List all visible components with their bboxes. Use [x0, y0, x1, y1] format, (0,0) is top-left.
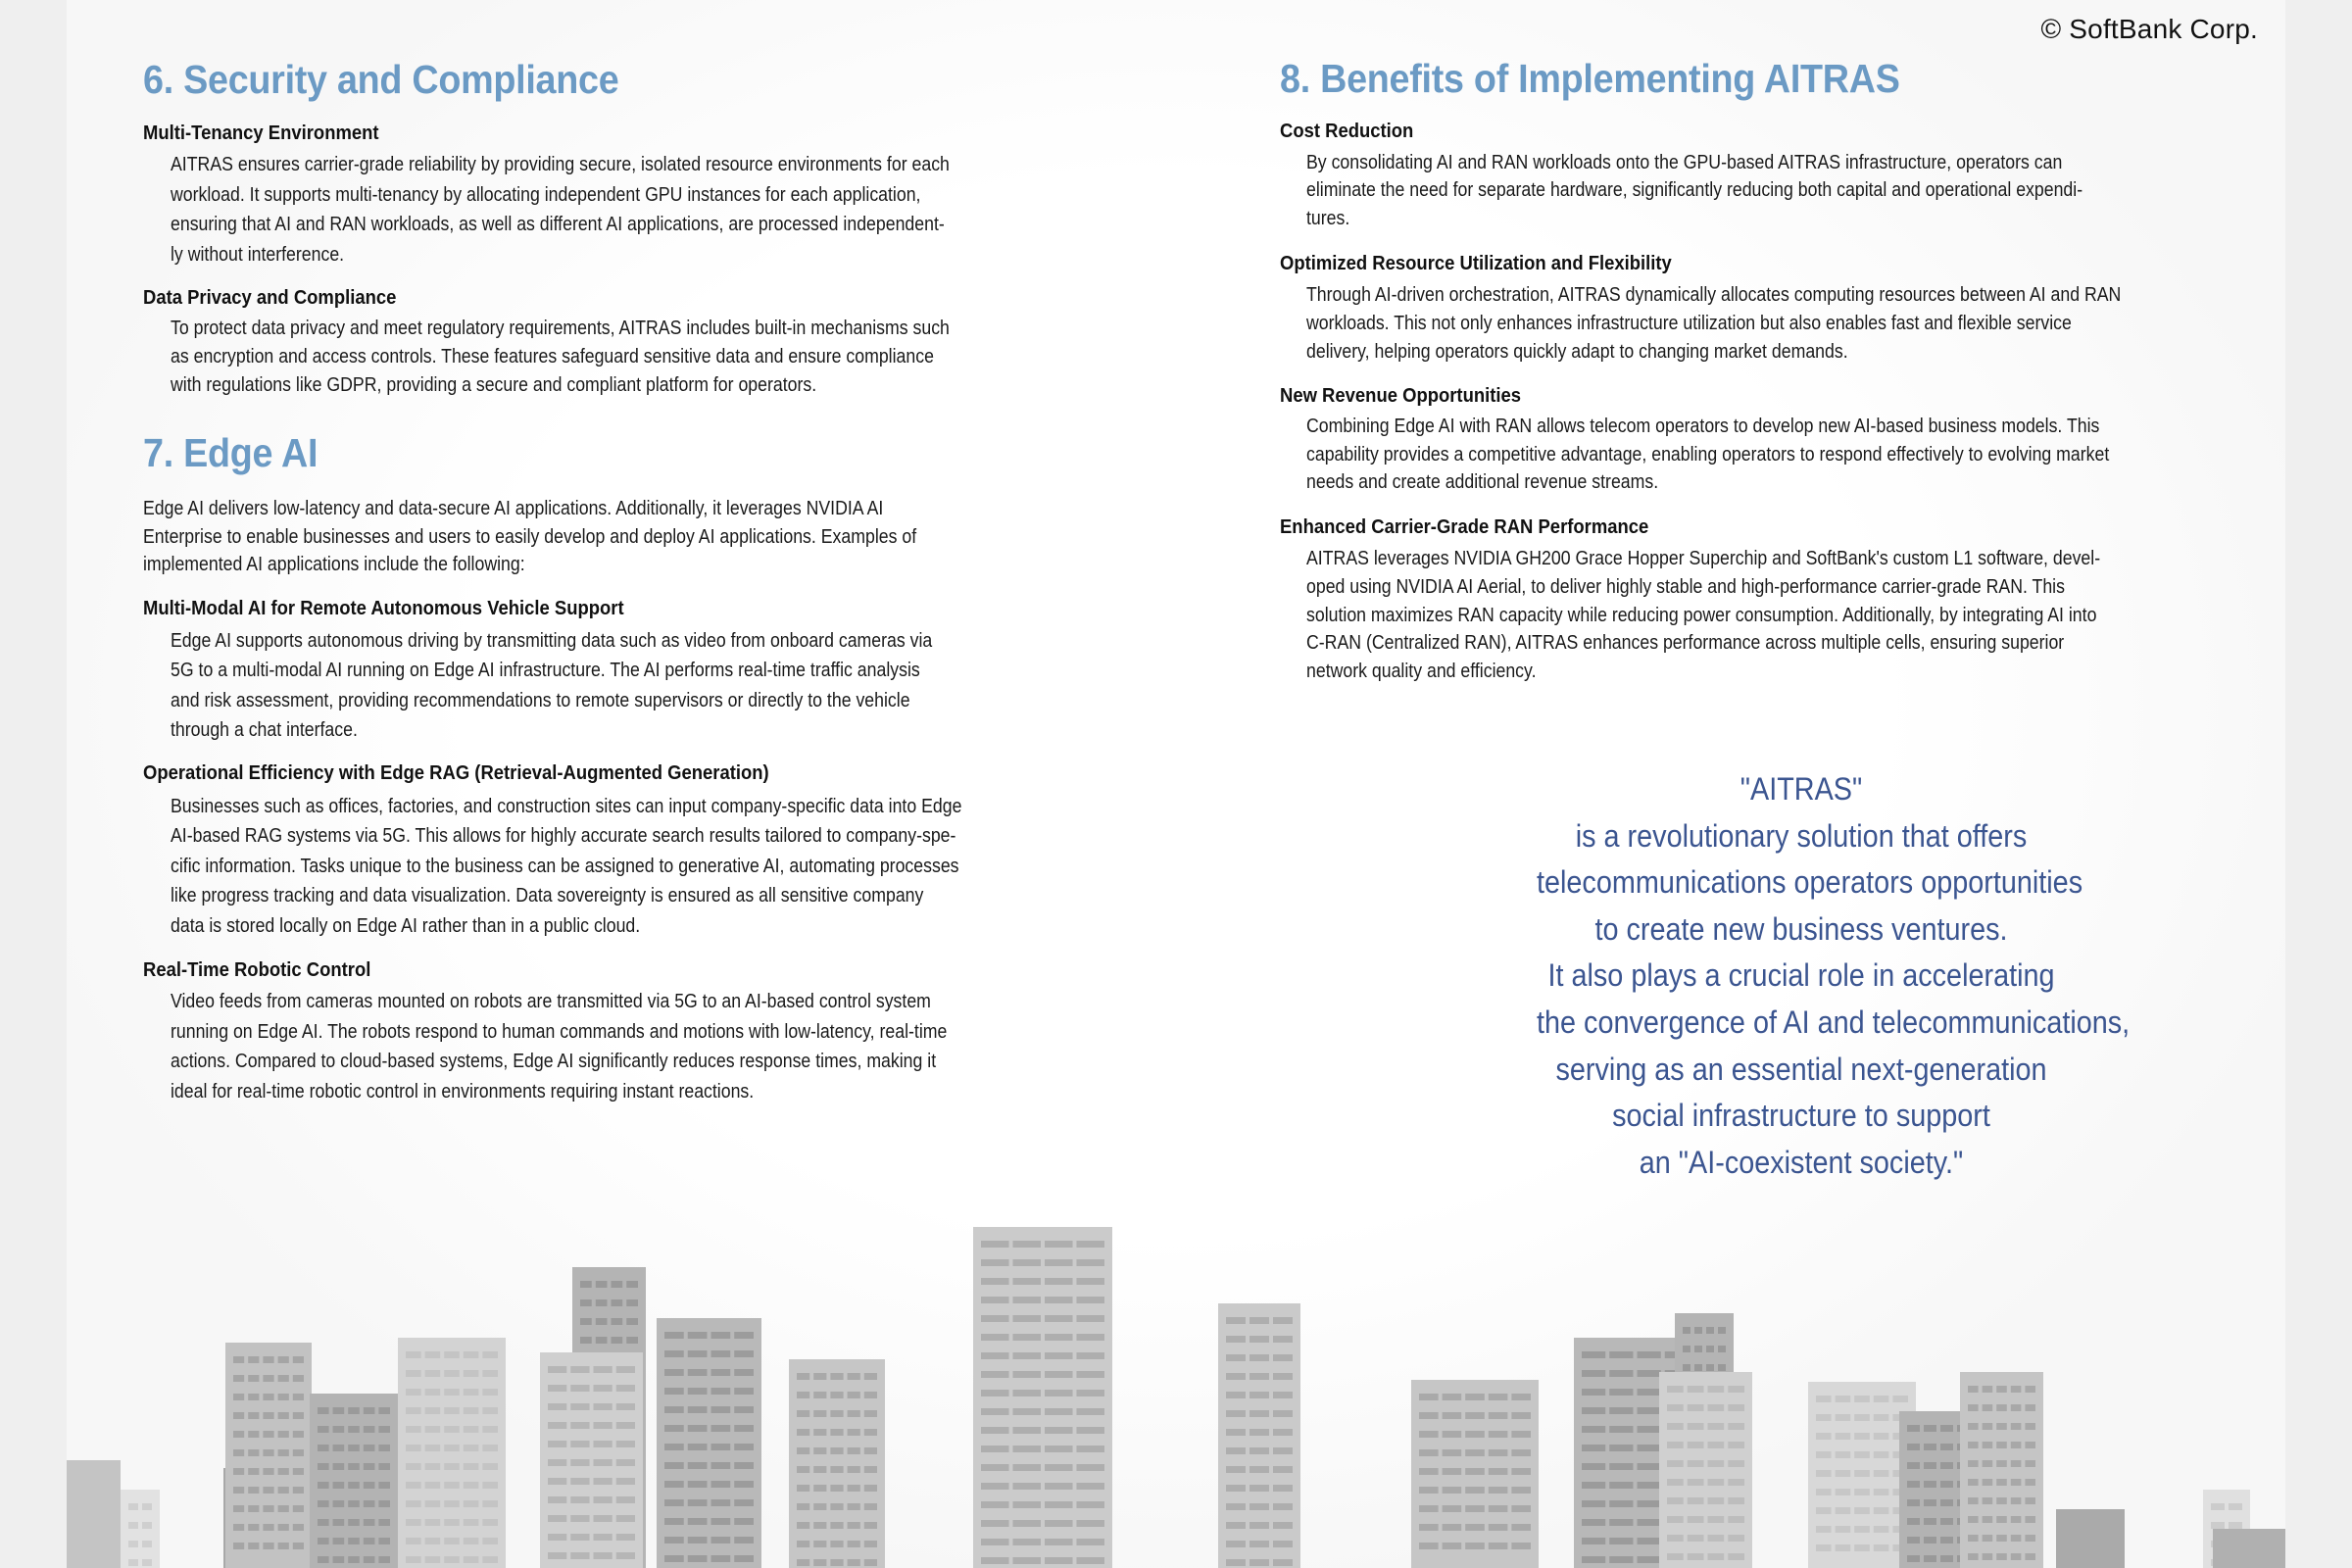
building	[973, 1227, 1112, 1568]
paragraph-multi-modal-ai	[171, 626, 1031, 746]
subheading-cost-reduction: Cost Reduction	[1280, 120, 1414, 142]
text-line: eliminate the need for separate hardware, significantly reducing both capital and operational expendi-	[1306, 179, 2083, 202]
subheading-robotic-control: Real-Time Robotic Control	[143, 958, 371, 981]
text-line: workloads. This not only enhances infrastructure utilization but also enables fast and flexible service	[1306, 313, 2072, 334]
text-line: Video feeds from cameras mounted on robots are transmitted via 5G to an AI-based control system	[171, 991, 931, 1012]
subheading-edge-rag: Operational Efficiency with Edge RAG (Retrieval-Augmented Generation)	[143, 761, 769, 784]
aitras-quote	[1507, 766, 2131, 1186]
text-line: needs and create additional revenue streams.	[1306, 471, 1659, 494]
text-line: running on Edge AI. The robots respond to human commands and motions with low-latency, real-time	[171, 1020, 948, 1043]
building	[540, 1352, 643, 1568]
paragraph-multi-tenancy	[171, 150, 1051, 270]
paragraph-resource-utilization	[1306, 281, 2227, 367]
text-line: through a chat interface.	[171, 719, 358, 742]
text-line: with regulations like GDPR, providing a secure and compliant platform for operators.	[171, 374, 817, 396]
text-line: ensuring that AI and RAN workloads, as well as different AI applications, are processed independent-	[171, 214, 945, 236]
building	[121, 1490, 160, 1568]
paragraph-edge-ai-intro	[143, 495, 1017, 579]
quote-line: is a revolutionary solution that offers	[1575, 817, 2028, 854]
text-line: actions. Compared to cloud-based systems, Edge AI significantly reduces response times, making it	[171, 1051, 937, 1073]
text-line: C-RAN (Centralized RAN), AITRAS enhances performance across multiple cells, ensuring superior	[1306, 632, 2065, 655]
subheading-resource-utilization: Optimized Resource Utilization and Flexibility	[1280, 252, 1672, 274]
text-line: Through AI-driven orchestration, AITRAS dynamically allocates computing resources between AI and RAN	[1306, 284, 2122, 306]
quote-line: "AITRAS"	[1740, 771, 1863, 807]
text-line: workload. It supports multi-tenancy by allocating independent GPU instances for each application,	[171, 183, 921, 206]
subheading-new-revenue: New Revenue Opportunities	[1280, 384, 1522, 407]
city-skyline-illustration	[67, 1196, 2285, 1568]
text-line: like progress tracking and data visualization. Data sovereignty is ensured as all sensitive company	[171, 885, 924, 907]
quote-line: serving as an essential next-generation	[1555, 1051, 2047, 1087]
subheading-data-privacy: Data Privacy and Compliance	[143, 286, 397, 309]
building	[2056, 1509, 2125, 1568]
quote-line: It also plays a crucial role in accelerating	[1547, 957, 2055, 994]
text-line: AITRAS ensures carrier-grade reliability by providing secure, isolated resource environments for each	[171, 154, 950, 175]
quote-line: to create new business ventures.	[1594, 910, 2008, 947]
building	[1960, 1372, 2043, 1568]
paragraph-cost-reduction	[1306, 149, 2183, 232]
text-line: implemented AI applications include the following:	[143, 554, 525, 576]
paragraph-new-revenue	[1306, 413, 2214, 497]
text-line: Edge AI supports autonomous driving by transmitting data such as video from onboard cameras via	[171, 630, 933, 652]
building	[225, 1343, 312, 1568]
text-line: delivery, helping operators quickly adapt to changing market demands.	[1306, 341, 1848, 363]
text-line: By consolidating AI and RAN workloads onto the GPU-based AITRAS infrastructure, operators can	[1306, 152, 2063, 173]
subheading-multi-modal-ai: Multi-Modal AI for Remote Autonomous Vehicle Support	[143, 597, 624, 619]
text-line: AITRAS leverages NVIDIA GH200 Grace Hopper Superchip and SoftBank's custom L1 software, devel-	[1306, 548, 2101, 569]
text-line: ideal for real-time robotic control in environments requiring instant reactions.	[171, 1080, 755, 1102]
text-line: 5G to a multi-modal AI running on Edge AI infrastructure. The AI performs real-time traffic analysis	[171, 660, 920, 682]
quote-line: an "AI-coexistent society."	[1639, 1144, 1964, 1180]
quote-line: the convergence of AI and telecommunications,	[1537, 1004, 2131, 1040]
text-line: capability provides a competitive advantage, enabling operators to respond effectively to evolving market	[1306, 443, 2110, 466]
text-line: oped using NVIDIA AI Aerial, to deliver highly stable and high-performance carrier-grade RAN. This	[1306, 575, 2065, 598]
quote-line: social infrastructure to support	[1612, 1098, 1990, 1134]
building	[310, 1394, 398, 1568]
building	[1218, 1303, 1300, 1568]
paragraph-edge-rag	[171, 792, 1064, 941]
copyright-notice: © SoftBank Corp.	[2040, 14, 2258, 44]
building	[2213, 1529, 2285, 1568]
text-line: as encryption and access controls. These features safeguard sensitive data and ensure compliance	[171, 346, 934, 368]
brochure-page	[67, 0, 2285, 1568]
text-line: cific information. Tasks unique to the business can be assigned to generative AI, automating processes	[171, 855, 959, 877]
text-line: tures.	[1306, 207, 1350, 229]
text-line: Combining Edge AI with RAN allows telecom operators to develop new AI-based business models. This	[1306, 416, 2100, 437]
building	[1659, 1372, 1752, 1568]
text-line: solution maximizes RAN capacity while reducing power consumption. Additionally, by integrating AI into	[1306, 604, 2097, 626]
text-line: Businesses such as offices, factories, and construction sites can input company-specific data into Edge	[171, 796, 962, 817]
text-line: Enterprise to enable businesses and users to easily develop and deploy AI applications. Examples of	[143, 525, 917, 548]
text-line: and risk assessment, providing recommendations to remote supervisors or directly to the vehicle	[171, 689, 910, 711]
text-line: Edge AI delivers low-latency and data-secure AI applications. Additionally, it leverages NVIDIA AI	[143, 498, 884, 519]
text-line: network quality and efficiency.	[1306, 661, 1537, 683]
section-6-title: 6. Security and Compliance	[143, 57, 619, 102]
subheading-multi-tenancy: Multi-Tenancy Environment	[143, 122, 379, 144]
building	[398, 1338, 506, 1568]
building	[657, 1318, 761, 1568]
subheading-ran-performance: Enhanced Carrier-Grade RAN Performance	[1280, 515, 1649, 538]
text-line: data is stored locally on Edge AI rather than in a public cloud.	[171, 914, 641, 937]
text-line: ly without interference.	[171, 243, 345, 266]
paragraph-robotic-control	[171, 987, 1048, 1106]
text-line: AI-based RAG systems via 5G. This allows for highly accurate search results tailored to company-spe-	[171, 825, 956, 848]
paragraph-ran-performance	[1306, 545, 2203, 686]
quote-line: telecommunications operators opportunities	[1537, 864, 2083, 901]
building	[67, 1460, 121, 1568]
text-line: To protect data privacy and meet regulatory requirements, AITRAS includes built-in mechanisms such	[171, 318, 950, 339]
paragraph-data-privacy	[171, 315, 1051, 400]
building	[789, 1359, 885, 1568]
section-7-title: 7. Edge AI	[143, 430, 318, 475]
building	[1411, 1380, 1539, 1568]
section-8-title: 8. Benefits of Implementing AITRAS	[1280, 56, 1900, 101]
